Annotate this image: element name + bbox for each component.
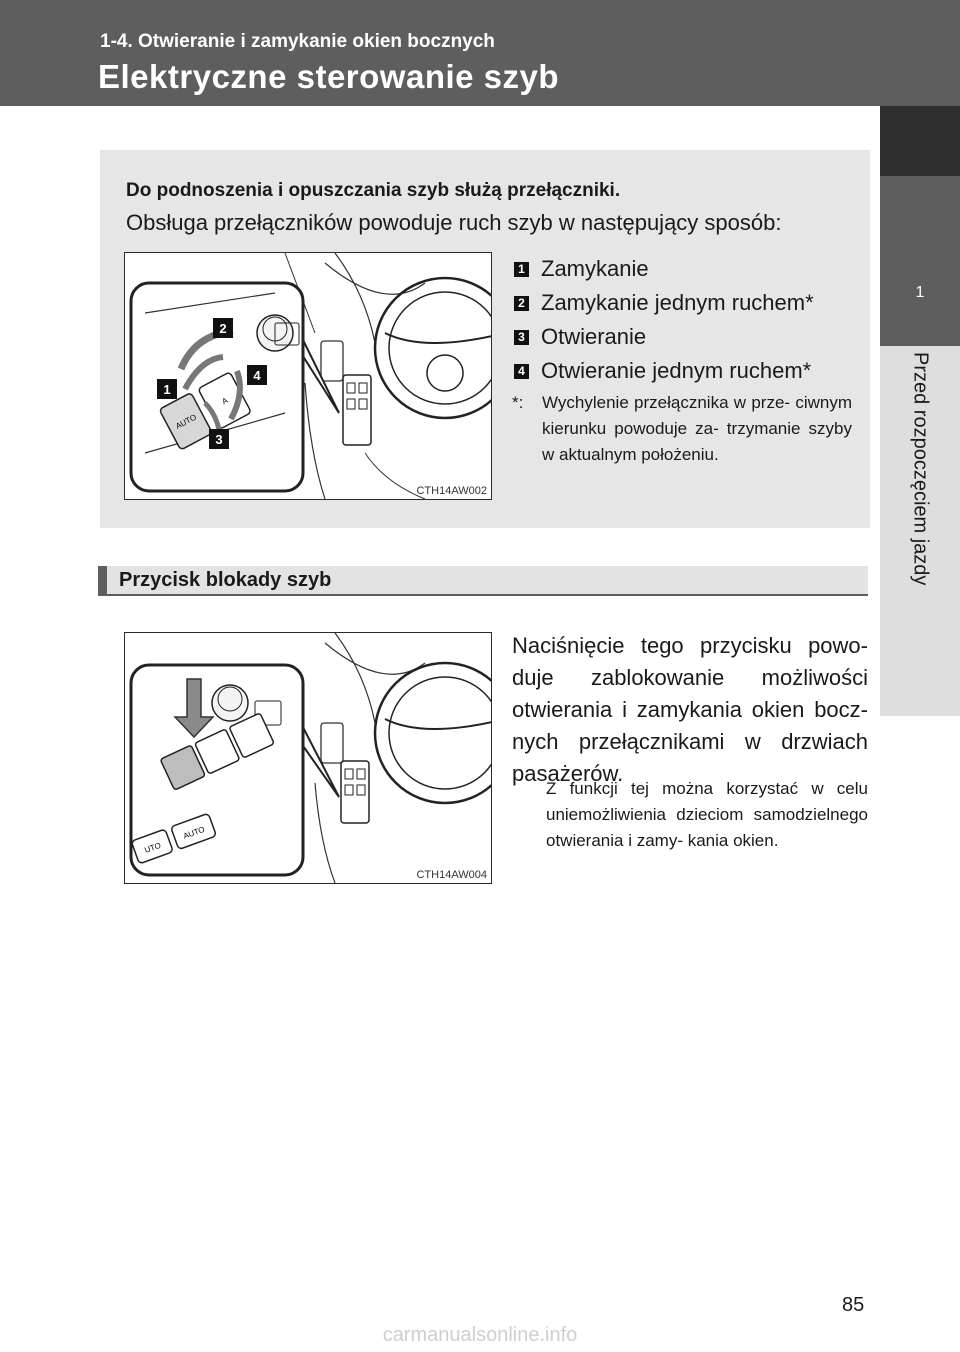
item-number-badge: 3 bbox=[514, 330, 529, 345]
page-header bbox=[0, 0, 960, 106]
list-item bbox=[514, 286, 856, 320]
section-heading-bar bbox=[98, 566, 868, 596]
side-tab-dark bbox=[880, 106, 960, 176]
chapter-label: Przed rozpoczęciem jazdy bbox=[909, 352, 932, 586]
intro-bold-line: Do podnoszenia i opuszczania szyb służą przełączniki. bbox=[126, 180, 621, 201]
item-text: Otwieranie jednym ruchem* bbox=[541, 358, 812, 383]
page-number: 85 bbox=[842, 1294, 865, 1316]
item-number-badge: 2 bbox=[514, 296, 529, 311]
chapter-number: 1 bbox=[915, 284, 925, 301]
switch-label-uto: UTO bbox=[143, 840, 163, 855]
section-subparagraph: Z funkcji tej można korzystać w celu uniemożliwienia dzieciom samodzielnego otwierania i zamy- kania okien. bbox=[546, 779, 868, 850]
footnote bbox=[512, 390, 852, 468]
side-tab-label-area bbox=[880, 346, 960, 716]
lock-switch-illustration bbox=[125, 633, 491, 883]
figure-code: CTH14AW004 bbox=[416, 869, 487, 881]
callout-3: 3 bbox=[215, 432, 223, 447]
item-text: Zamykanie bbox=[541, 256, 649, 281]
footnote-mark: *: bbox=[512, 393, 524, 412]
switch-label-auto: AUTO bbox=[174, 412, 198, 431]
section-heading: 1-4. Otwieranie i zamykanie okien bocznych bbox=[100, 31, 495, 52]
section-paragraph: Naciśnięcie tego przycisku powo- duje zablokowanie możliwości otwierania i zamykania okien bocz- nych przełącznikami w drzwiach pasażerów. bbox=[512, 633, 868, 786]
side-tab-chapter[interactable] bbox=[880, 176, 960, 346]
item-number-badge: 4 bbox=[514, 364, 529, 379]
item-text: Otwieranie bbox=[541, 324, 647, 349]
list-item bbox=[514, 252, 856, 286]
operation-list bbox=[514, 252, 856, 388]
item-text: Zamykanie jednym ruchem* bbox=[541, 290, 814, 315]
callout-2: 2 bbox=[219, 321, 227, 336]
footnote-text: Wychylenie przełącznika w prze- ciwnym kierunku powoduje za- trzymanie szyby w aktualnym położeniu. bbox=[542, 393, 852, 464]
switch-label-a: A bbox=[220, 395, 230, 407]
list-item bbox=[514, 320, 856, 354]
callout-1: 1 bbox=[163, 382, 171, 397]
switch-illustration bbox=[125, 253, 491, 499]
item-number-badge: 1 bbox=[514, 262, 529, 277]
list-item bbox=[514, 354, 856, 388]
section-title: Przycisk blokady szyb bbox=[119, 569, 332, 591]
intro-line: Obsługa przełączników powoduje ruch szyb w następujący sposób: bbox=[126, 210, 782, 235]
page-title: Elektryczne sterowanie szyb bbox=[98, 58, 560, 95]
callout-4: 4 bbox=[253, 368, 261, 383]
watermark: carmanualsonline.info bbox=[382, 1324, 578, 1346]
lock-button-figure bbox=[124, 632, 492, 884]
figure-code: CTH14AW002 bbox=[416, 485, 487, 497]
switch-label-auto: AUTO bbox=[182, 824, 206, 841]
window-switch-figure bbox=[124, 252, 492, 500]
